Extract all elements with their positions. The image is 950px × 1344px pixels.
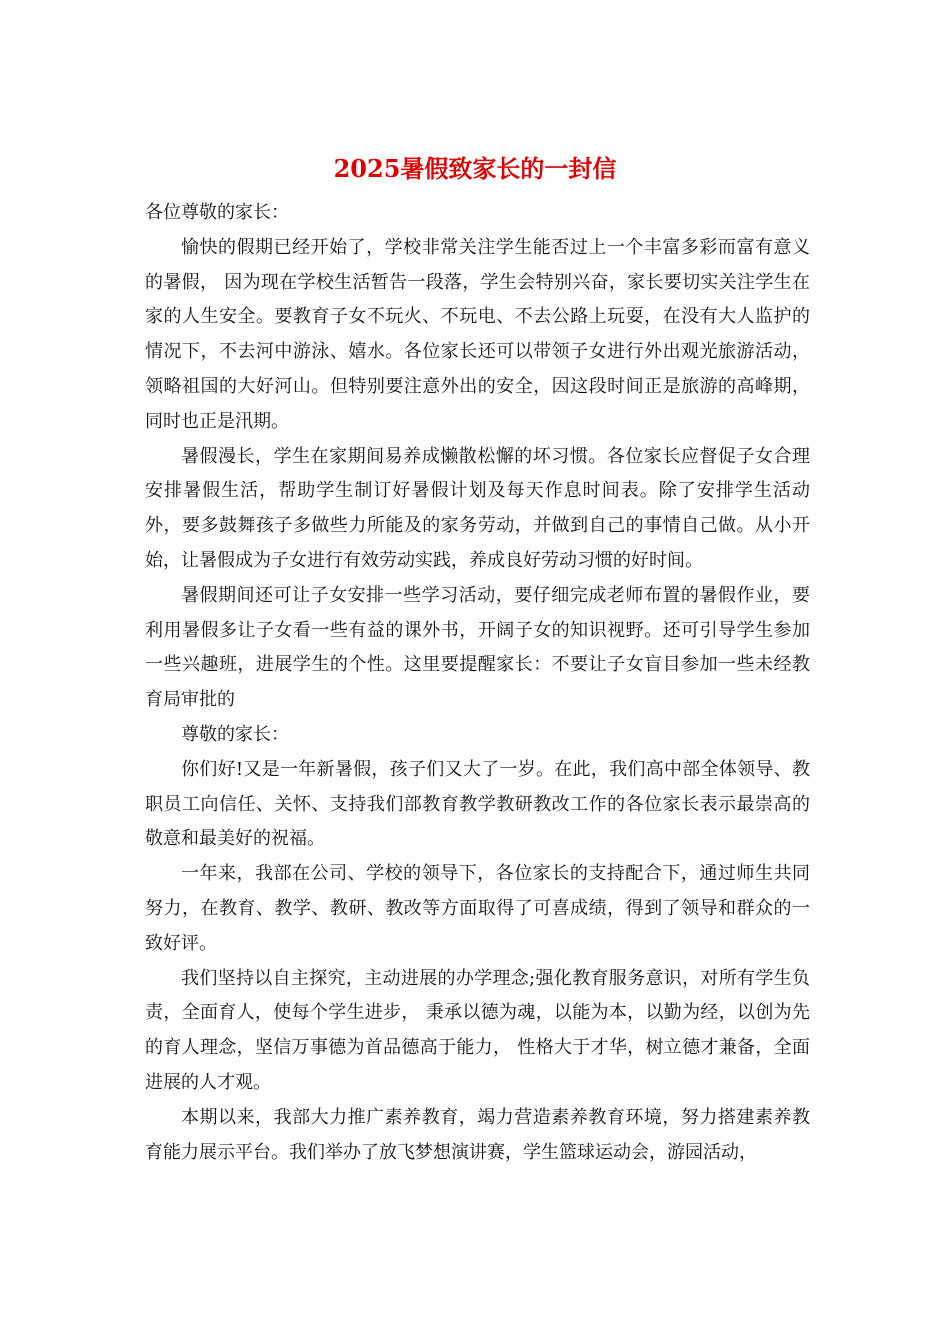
- paragraph: 我们坚持以自主探究，主动进展的办学理念;强化教育服务意识，对所有学生负责，全面育人，使每个学生进步， 秉承以德为魂，以能为本，以勤为经，以创为先的育人理念，坚信万事德为首品德高于能力， 性格大于才华，树立德才兼备，全面进展的人才观。: [145, 967, 810, 1093]
- paragraph: 愉快的假期已经开始了，学校非常关注学生能否过上一个丰富多彩而富有意义的暑假， 因为现在学校生活暂告一段落，学生会特别兴奋，家长要切实关注学生在家的人生安全。要教育子女不玩火、不玩电、不去公路上玩耍，在没有大人监护的情况下，不去河中游泳、嬉水。各位家长还可以带领子女进行外出观光旅游活动，领略祖国的大好河山。但特别要注意外出的安全，因这段时间正是旅游的高峰期，同时也正是汛期。: [145, 236, 810, 432]
- paragraph: 你们好!又是一年新暑假，孩子们又大了一岁。在此，我们高中部全体领导、教职员工向信任、关怀、支持我们部教育教学教研教改工作的各位家长表示最崇高的敬意和最美好的祝福。: [145, 758, 810, 850]
- paragraph: 暑假漫长，学生在家期间易养成懒散松懈的坏习惯。各位家长应督促子女合理安排暑假生活，帮助学生制订好暑假计划及每天作息时间表。除了安排学生活动外，要多鼓舞孩子多做些力所能及的家务劳动，并做到自己的事情自己做。从小开始，让暑假成为子女进行有效劳动实践，养成良好劳动习惯的好时间。: [145, 445, 810, 571]
- document-title: 2025暑假致家长的一封信: [333, 154, 617, 183]
- paragraph-salutation: 尊敬的家长：: [181, 723, 289, 745]
- paragraph: 一年来，我部在公司、学校的领导下，各位家长的支持配合下，通过师生共同努力，在教育、教学、教研、教改等方面取得了可喜成绩，得到了领导和群众的一致好评。: [145, 863, 810, 954]
- paragraph: 暑假期间还可让子女安排一些学习活动，要仔细完成老师布置的暑假作业，要利用暑假多让子女看一些有益的课外书，开阔子女的知识视野。还可引导学生参加一些兴趣班，进展学生的个性。这里要提醒家长：不要让子女盲目参加一些未经教育局审批的: [145, 584, 810, 711]
- salutation: 各位尊敬的家长：: [145, 202, 289, 223]
- paragraph: 本期以来，我部大力推广素养教育，竭力营造素养教育环境，努力搭建素养教育能力展示平台。我们举办了放飞梦想演讲赛，学生篮球运动会，游园活动，: [145, 1106, 810, 1163]
- document-body: [145, 196, 810, 1170]
